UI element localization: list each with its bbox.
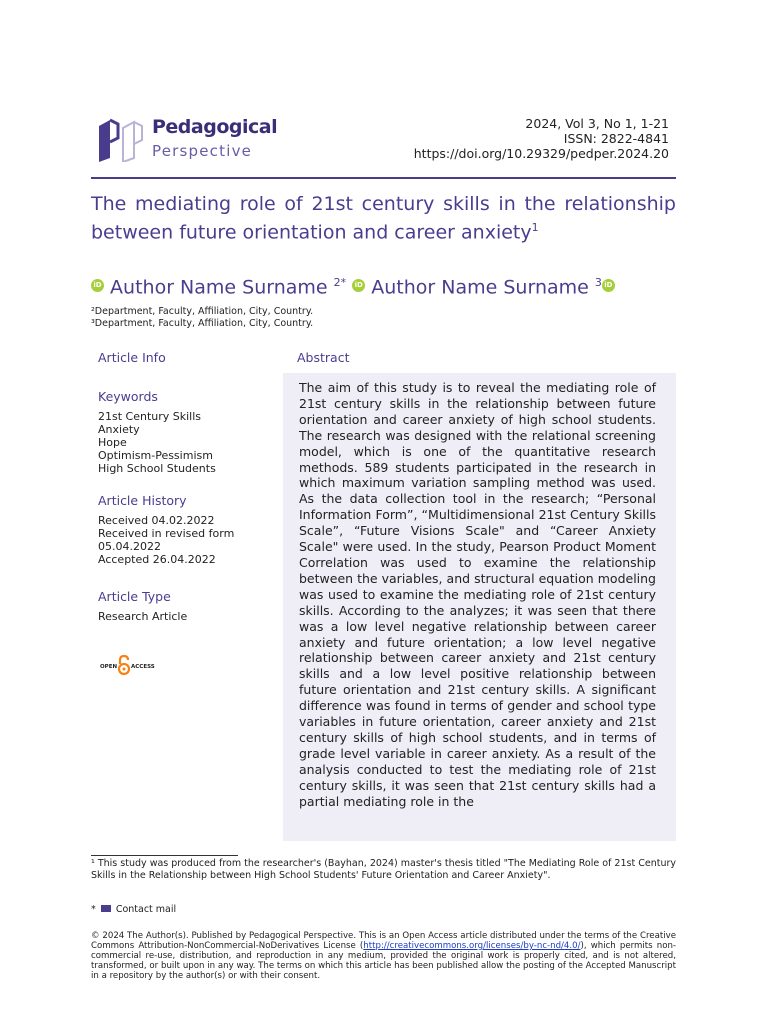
author-list	[91, 276, 681, 298]
license-text-before: © 2024 The Author(s). Published by Pedagogical Perspective. This is an Open Access article distributed under the terms of the Creative Commons Attribution-NonCommercial-NoDerivatives License (	[91, 931, 676, 951]
contact-mail[interactable]: Contact mail	[115, 904, 177, 915]
issn: ISSN: 2822-4841	[563, 131, 669, 146]
journal-subname: Perspective	[152, 142, 253, 160]
orcid-icon[interactable]: iD	[352, 279, 365, 292]
keyword: Anxiety	[98, 423, 140, 436]
affiliation: ³Department, Faculty, Affiliation, City, Country.	[91, 318, 314, 329]
study-footnote: ¹ This study was produced from the researcher's (Bayhan, 2024) master's thesis titled "The Mediating Role of 21st Century Skills in the Relationship between High School Students' Future Orientation and Career Anxiety".	[91, 858, 676, 881]
citation: 2024, Vol 3, No 1, 1-21	[525, 116, 669, 131]
license-link[interactable]: http://creativecommons.org/licenses/by-nc-nd/4.0/	[363, 941, 581, 951]
footnote-divider	[91, 855, 238, 856]
author-name: Author Name Surname	[110, 276, 328, 299]
author-affiliation-mark: 2*	[333, 276, 347, 289]
abstract-heading: Abstract	[297, 350, 350, 365]
contact-line	[91, 904, 176, 915]
journal-logo-mark	[96, 118, 144, 162]
history-entry: Received in revised form	[98, 527, 235, 540]
affiliation: ²Department, Faculty, Affiliation, City, Country.	[91, 306, 314, 317]
license-notice	[91, 931, 676, 981]
journal-name: Pedagogical	[152, 116, 278, 138]
affiliations	[91, 306, 313, 330]
abstract-panel	[283, 373, 676, 841]
history-entry: Received 04.02.2022	[98, 514, 215, 527]
keyword: 21st Century Skills	[98, 410, 202, 423]
author-affiliation-mark: 3	[594, 276, 602, 289]
open-access-left-text: OPEN	[100, 664, 118, 670]
article-title-text: The mediating role of 21st century skills in the relationship between future orientation and career anxiety	[91, 193, 676, 244]
doi-link[interactable]: https://doi.org/10.29329/pedper.2024.20	[413, 146, 669, 161]
journal-logo	[96, 114, 276, 162]
keyword: High School Students	[98, 462, 216, 475]
article-type: Research Article	[98, 610, 188, 623]
title-footnote-mark[interactable]: 1	[531, 221, 539, 234]
author-name: Author Name Surname	[371, 276, 589, 299]
keywords-heading: Keywords	[98, 389, 158, 404]
keyword: Optimism-Pessimism	[98, 449, 213, 462]
abstract-text: The aim of this study is to reveal the mediating role of 21st century skills in the relationship between future orientation and career anxiety of high school students. The research was designed with the relational screening model, which is one of the quantitative research methods. 589 students participated in the research in which maximum variation sampling method was used. As the data collection tool in the research; “Personal Information Form”, “Multidimensional 21st Century Skills Scale”, “Future Visions Scale" and “Career Anxiety Scale" were used. In the study, Pearson Product Moment Correlation was used to examine the relationship between the variables, and structural equation modeling was used to examine the mediating role of 21st century skills. According to the analyzes; it was seen that there was a low level negative relationship between career anxiety and future orientation; a low level negative relationship between career anxiety and 21st century skills and a low level positive relationship between future orientation and 21st century skills. A significant difference was found in terms of gender and school type variables in future orientation, career anxiety and 21st century skills of high school students, and in terms of grade level variable in career anxiety. As a result of the analysis conducted to test the mediating role of 21st century skills, it was seen that 21st century skills had a partial mediating role in the	[299, 380, 656, 809]
license-text-after: ), which permits non-commercial re-use, distribution, and reproduction in any medium, provided the original work is properly cited, and is not altered, transformed, or built upon in any way. The terms on which this article has been published allow the posting of the Accepted Manuscript in a repository by the author(s) or with their consent.	[91, 941, 676, 981]
type-heading: Article Type	[98, 589, 171, 604]
history-heading: Article History	[98, 493, 187, 508]
article-info-heading: Article Info	[98, 350, 166, 365]
orcid-icon[interactable]: iD	[602, 279, 615, 292]
orcid-icon[interactable]: iD	[91, 279, 104, 292]
history-entry: Accepted 26.04.2022	[98, 553, 216, 566]
history-entry: 05.04.2022	[98, 540, 161, 553]
article-title	[91, 193, 676, 244]
journal-meta	[414, 116, 669, 161]
contact-mark: *	[91, 904, 96, 915]
mail-icon	[101, 905, 111, 912]
header-divider	[91, 177, 676, 179]
open-access-logo	[98, 654, 160, 678]
open-access-right-text: ACCESS	[131, 664, 155, 670]
history-list	[98, 514, 278, 566]
article-info	[98, 350, 278, 623]
keywords-list	[98, 410, 278, 475]
keyword: Hope	[98, 436, 127, 449]
